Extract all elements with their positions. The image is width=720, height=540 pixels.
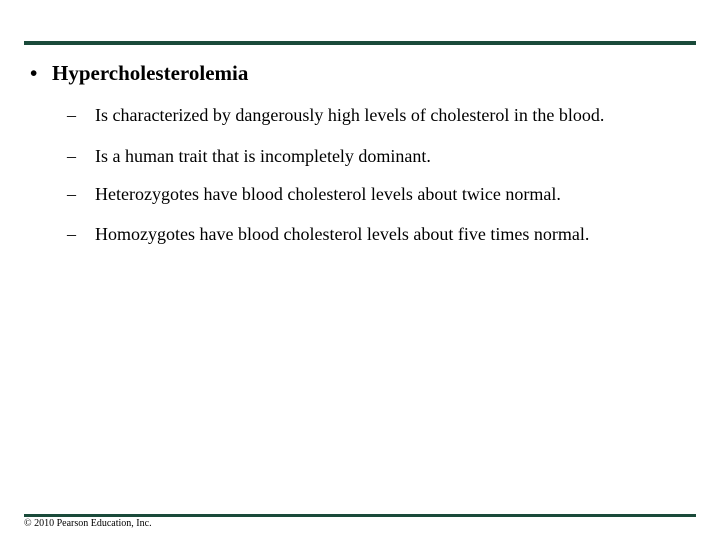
copyright-footer: © 2010 Pearson Education, Inc. [24, 518, 152, 529]
dash-marker: – [67, 224, 76, 244]
subpoint-text: Heterozygotes have blood cholesterol levels about twice normal. [95, 184, 561, 204]
heading-bullet-item [30, 60, 248, 86]
subpoint-item [67, 145, 431, 167]
subpoint-text: Is a human trait that is incompletely dominant. [95, 146, 431, 166]
bottom-divider [24, 514, 696, 517]
top-divider [24, 41, 696, 45]
dash-marker: – [67, 146, 76, 166]
subpoint-item [67, 223, 589, 245]
subpoint-text: Is characterized by dangerously high levels of cholesterol in the blood. [95, 105, 605, 125]
subpoint-text: Homozygotes have blood cholesterol levels about five times normal. [95, 224, 590, 244]
dash-marker: – [67, 184, 76, 204]
subpoint-item [67, 104, 604, 126]
slide-heading: Hypercholesterolemia [52, 61, 249, 85]
dash-marker: – [67, 105, 76, 125]
bullet-marker: • [30, 61, 38, 85]
subpoint-item [67, 183, 561, 205]
